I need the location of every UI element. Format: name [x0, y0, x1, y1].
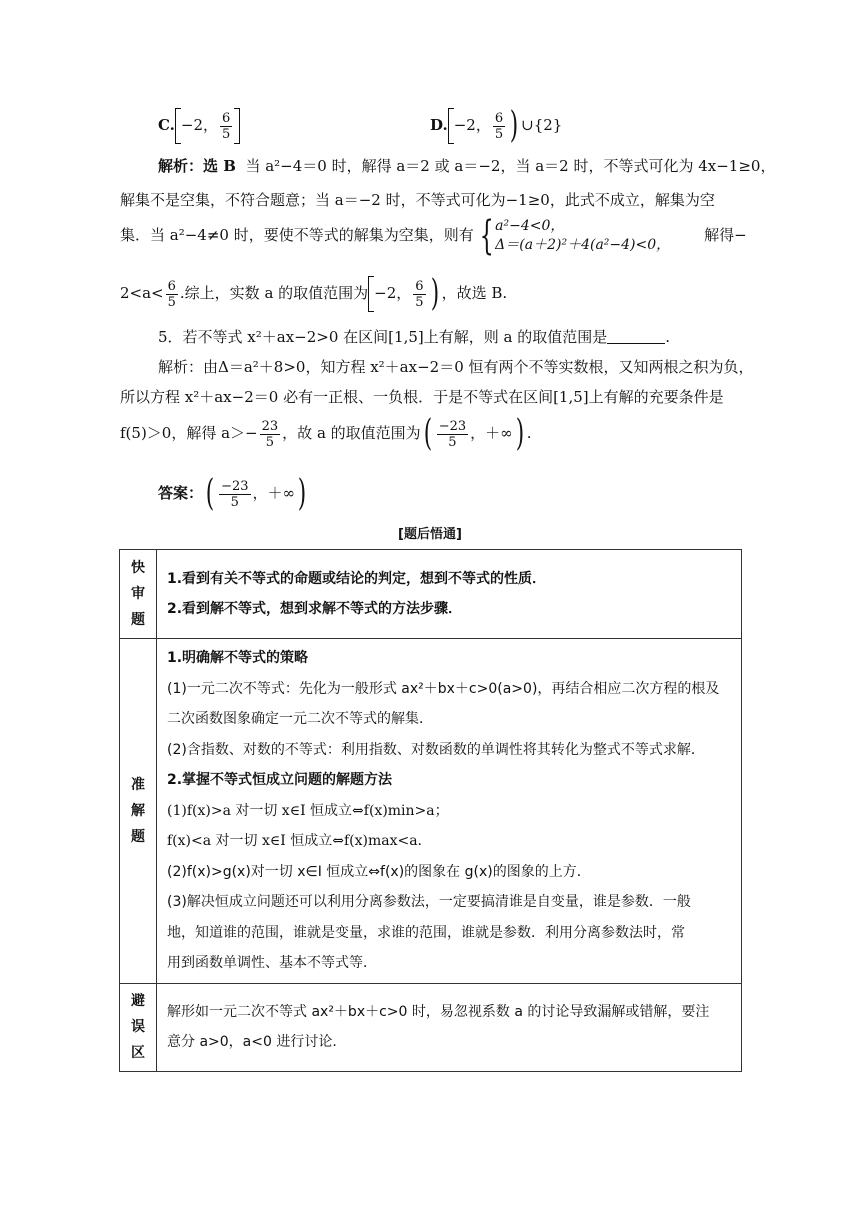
- denominator: 5: [167, 294, 176, 310]
- head-char: 误: [131, 1019, 145, 1035]
- system-row-1: a²−4<0，: [495, 218, 565, 234]
- q5-question-text: 5．若不等式 x²＋ax−2>0 在区间[1,5]上有解，则 a 的取值范围是: [158, 328, 608, 346]
- numerator: 6: [494, 110, 504, 126]
- table-line: (2)含指数、对数的不等式：利用指数、对数函数的单调性将其转化为整式不等式求解．: [167, 741, 705, 758]
- head-char: 审: [131, 586, 145, 602]
- q5-l2: 所以方程 x²＋ax−2＝0 必有一正根、一负根．于是不等式在区间[1,5]上有解的充要条件是: [120, 388, 724, 406]
- head-char: 题: [131, 612, 145, 628]
- table-line: 1.看到有关不等式的命题或结论的判定，想到不等式的性质．: [167, 570, 547, 587]
- table-line: (2)f(x)>g(x)对一切 x∈I 恒成立⇔f(x)的图象在 g(x)的图象的上方．: [167, 863, 591, 880]
- paren-right: ): [515, 413, 524, 454]
- numerator: −23: [438, 418, 467, 434]
- denominator: 5: [222, 126, 231, 142]
- numerator: 23: [261, 418, 279, 434]
- denominator: 5: [265, 434, 275, 450]
- table-row: [120, 550, 742, 639]
- answer-label: 答案：: [158, 484, 204, 502]
- answer-interval-right: ，＋∞: [252, 484, 295, 502]
- section-title: [题后悟通]: [398, 527, 462, 542]
- fraction: [437, 419, 468, 450]
- interval-right: ，＋∞: [470, 424, 513, 442]
- table-line: (1)一元二次不等式：先化为一般形式 ax²＋bx＋c>0(a>0)，再结合相应二次方程的根及: [167, 680, 720, 697]
- paren-left: (: [205, 473, 215, 514]
- numerator: −23: [221, 478, 249, 494]
- answer-blank: [607, 329, 665, 344]
- head-char: 区: [131, 1045, 145, 1061]
- table-row: [120, 639, 742, 984]
- brace-icon: {: [479, 213, 494, 259]
- table-line: 2.掌握不等式恒成立问题的解题方法: [167, 772, 393, 788]
- table-line: 2.看到解不等式，想到求解不等式的方法步骤．: [167, 601, 463, 617]
- q5-l3-end: .: [526, 424, 532, 442]
- inequality-system: [474, 213, 671, 259]
- table-line: 用到函数单调性、基本不等式等．: [167, 955, 377, 971]
- q4-line-1: [158, 155, 775, 176]
- fraction: [166, 279, 178, 310]
- row-body-accurate-solve: [157, 639, 742, 984]
- q4-l4a: 2<a<: [120, 284, 164, 302]
- denominator: 5: [230, 494, 239, 510]
- head-char: 准: [131, 776, 145, 793]
- fraction: [220, 111, 232, 142]
- q4-line-3: [120, 213, 747, 259]
- paren-right: ): [430, 273, 439, 314]
- q5-l1: 解析：由Δ＝a²＋8>0，知方程 x²＋ax−2＝0 恒有两个不等实数根，又知两根之积为负，: [158, 358, 754, 376]
- numerator: 6: [167, 278, 176, 294]
- numerator: 6: [222, 110, 231, 126]
- q4-head: 解析：选 B: [158, 157, 236, 175]
- head-char: 避: [131, 993, 145, 1009]
- q5-line-1: [158, 356, 754, 377]
- option-c: [158, 108, 240, 144]
- option-d-left: −2，: [453, 116, 491, 134]
- table-line: 1.明确解不等式的策略: [167, 650, 309, 666]
- numerator: 6: [415, 278, 424, 294]
- row-head-quick-review: [120, 550, 157, 639]
- system-row-2: Δ＝(a＋2)²＋4(a²−4)<0，: [495, 237, 671, 253]
- row-head-avoid-errors: [120, 983, 157, 1071]
- denominator: 5: [494, 126, 504, 142]
- q4-l3b: 解得−: [704, 226, 747, 244]
- interval-left: −2，: [374, 284, 412, 302]
- row-body-quick-review: [157, 550, 742, 639]
- option-d-label: D.: [430, 116, 448, 134]
- option-d-union: ∪{2}: [521, 116, 563, 134]
- q5-l3b: ，故 a 的取值范围为: [282, 424, 421, 442]
- denominator: 5: [415, 294, 424, 310]
- paren-left: (: [423, 413, 432, 454]
- option-c-left: −2，: [180, 116, 219, 134]
- table-line: (1)f(x)>a 对一切 x∈I 恒成立⇔f(x)min>a；: [167, 802, 449, 819]
- q5-l3a: f(5)＞0，解得 a＞−: [120, 424, 258, 442]
- table-line: (3)解决恒成立问题还可以利用分离参数法，一定要搞清谁是自变量，谁是参数．一般: [167, 894, 691, 910]
- q5-question: [158, 326, 670, 347]
- q4-l3a: 集．当 a²−4≠0 时，要使不等式的解集为空集，则有: [120, 226, 474, 244]
- bracket-right: [234, 108, 240, 144]
- fraction: [413, 279, 425, 310]
- table-row: [120, 983, 742, 1071]
- paren-right: ): [509, 105, 519, 146]
- denominator: 5: [448, 434, 457, 450]
- option-d: [430, 105, 563, 146]
- row-head-accurate-solve: [120, 639, 157, 984]
- option-c-label: C.: [158, 116, 175, 134]
- q5-line-3: [120, 413, 532, 454]
- fraction: [219, 479, 250, 510]
- table-line: 解形如一元二次不等式 ax²＋bx＋c>0 时，易忽视系数 a 的讨论导致漏解或错解，要注: [167, 1003, 710, 1020]
- head-char: 解: [131, 802, 145, 819]
- fraction: [493, 111, 505, 142]
- head-char: 题: [131, 828, 145, 845]
- q5-line-2: [120, 386, 724, 407]
- q4-line-4: [120, 273, 508, 314]
- table-line: 意分 a>0，a<0 进行讨论.: [167, 1034, 337, 1050]
- q4-l4c: ，故选 B.: [441, 284, 508, 302]
- summary-table: [119, 549, 742, 1072]
- paren-right: ): [297, 473, 307, 514]
- q4-l1: 当 a²−4＝0 时，解得 a＝2 或 a＝−2，当 a＝2 时，不等式可化为 4x−1≥0，: [245, 157, 776, 175]
- q5-question-end: .: [665, 328, 670, 346]
- row-body-avoid-errors: [157, 983, 742, 1071]
- fraction: [260, 419, 281, 450]
- q4-l4b: .综上，实数 a 的取值范围为: [179, 284, 369, 302]
- head-char: 快: [131, 560, 145, 576]
- q5-answer: [158, 473, 309, 514]
- table-line: 二次函数图象确定一元二次不等式的解集．: [167, 711, 433, 727]
- q4-line-2: [120, 189, 715, 210]
- table-line: 地，知道谁的范围，谁就是变量，求谁的范围，谁就是参数．利用分离参数法时，常: [167, 924, 685, 941]
- q4-l2: 解集不是空集，不符合题意；当 a＝−2 时，不等式可化为−1≥0，此式不成立，解集为空: [120, 191, 715, 209]
- table-line: f(x)<a 对一切 x∈I 恒成立⇔f(x)max<a.: [167, 833, 422, 849]
